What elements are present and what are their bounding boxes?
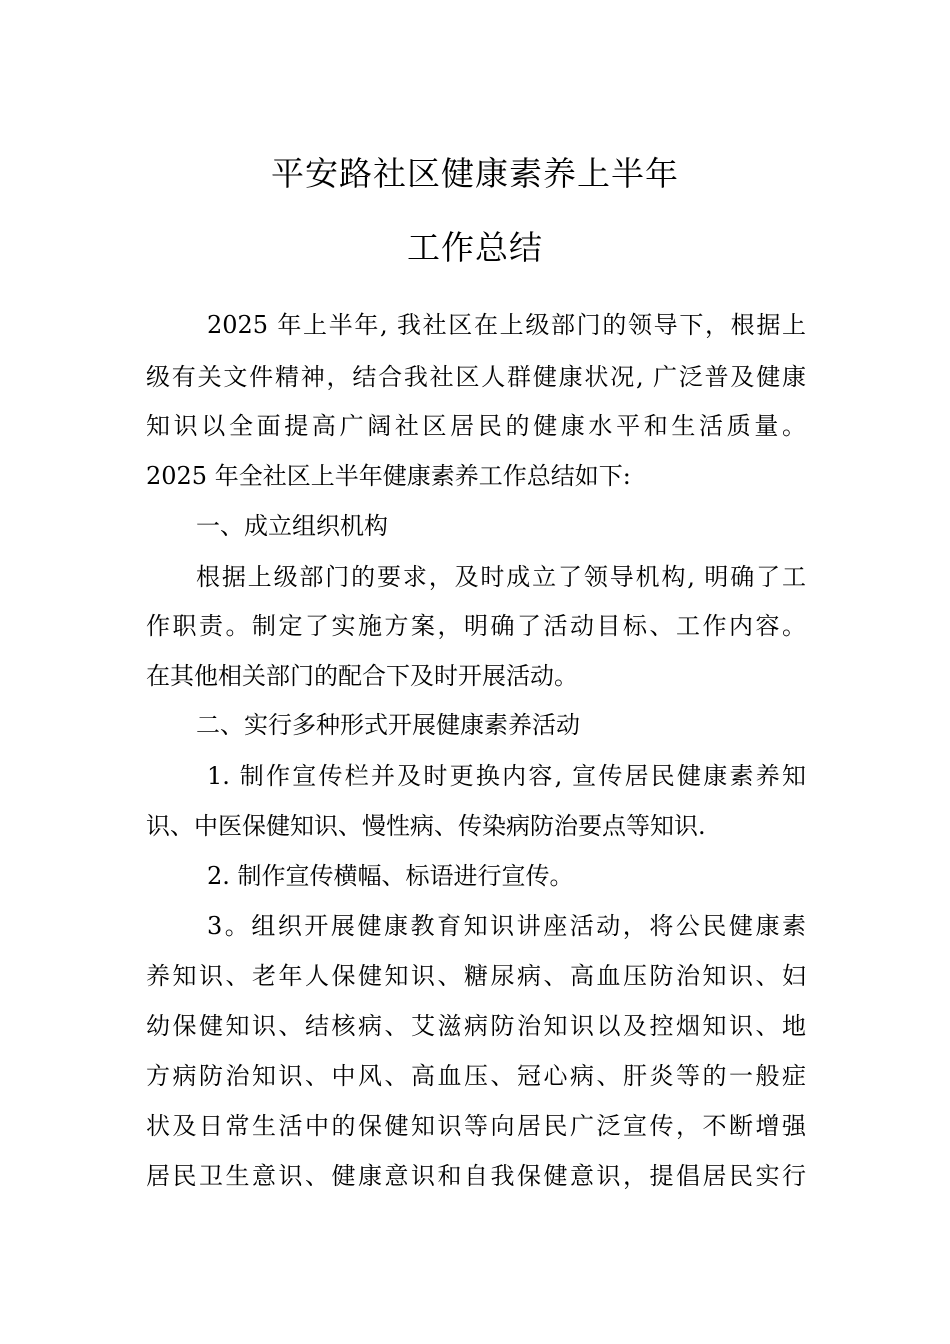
list-item-1-line-2: 识、中医保健知识、慢性病、传染病防治要点等知识. xyxy=(146,812,706,840)
list-item-3-line-2: 养知识、老年人保健知识、糖尿病、高血压防治知识、妇 xyxy=(146,962,806,990)
body-line-1: 2025 年上半年, 我社区在上级部门的领导下，根据上 xyxy=(207,311,806,339)
body-line-2: 级有关文件精神，结合我社区人群健康状况, 广泛普及健康 xyxy=(146,363,806,391)
list-item-3-line-1: 3。组织开展健康教育知识讲座活动，将公民健康素 xyxy=(207,912,806,940)
section-heading-2: 二、实行多种形式开展健康素养活动 xyxy=(196,711,580,739)
section-heading-1: 一、成立组织机构 xyxy=(196,512,388,540)
body-line-4: 2025 年全社区上半年健康素养工作总结如下: xyxy=(146,462,631,490)
list-item-2: 2. 制作宣传横幅、标语进行宣传。 xyxy=(207,862,574,890)
list-item-3-line-3: 幼保健知识、结核病、艾滋病防治知识以及控烟知识、地 xyxy=(146,1012,806,1040)
list-item-3-line-4: 方病防治知识、中风、高血压、冠心病、肝炎等的一般症 xyxy=(146,1062,806,1090)
body-line-6: 作职责。制定了实施方案，明确了活动目标、工作内容。 xyxy=(146,612,806,640)
list-item-3-line-6: 居民卫生意识、健康意识和自我保健意识，提倡居民实行 xyxy=(146,1162,806,1190)
document-title-line-2: 工作总结 xyxy=(407,228,543,267)
body-line-5: 根据上级部门的要求，及时成立了领导机构, 明确了工 xyxy=(196,563,806,591)
list-item-1-line-1: 1. 制作宣传栏并及时更换内容, 宣传居民健康素养知 xyxy=(207,762,806,790)
list-item-3-line-5: 状及日常生活中的保健知识等向居民广泛宣传，不断增强 xyxy=(146,1112,806,1140)
body-line-7: 在其他相关部门的配合下及时开展活动。 xyxy=(146,662,578,690)
body-line-3: 知识以全面提高广阔社区居民的健康水平和生活质量。 xyxy=(146,412,806,440)
document-title-line-1: 平安路社区健康素养上半年 xyxy=(271,154,679,193)
